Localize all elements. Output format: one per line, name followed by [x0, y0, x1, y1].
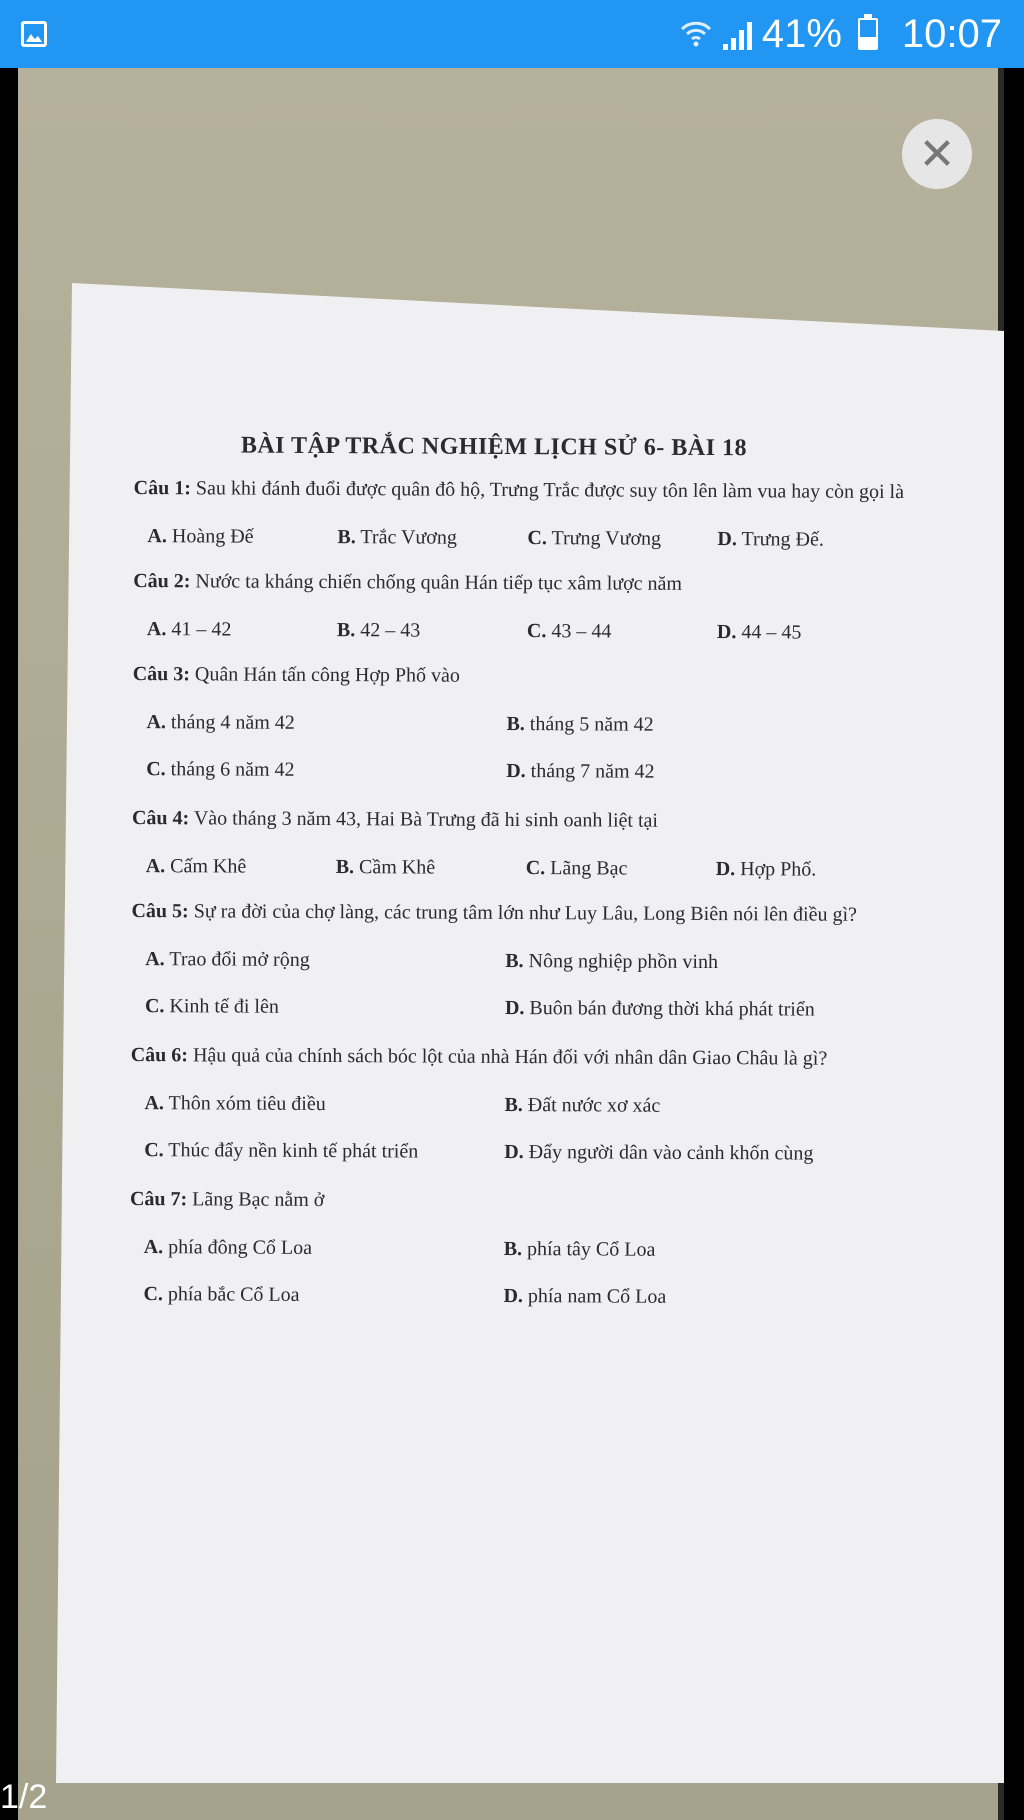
- option-letter: D.: [717, 528, 737, 551]
- answer-option: [337, 619, 527, 643]
- answer-option: [506, 760, 906, 785]
- question-text: [131, 896, 931, 930]
- option-text: tháng 6 năm 42: [165, 758, 295, 781]
- answer-option: [527, 527, 717, 551]
- answer-option: [337, 526, 527, 550]
- answer-option: [145, 948, 505, 973]
- answer-option: [504, 1238, 904, 1263]
- option-letter: A.: [147, 525, 167, 548]
- option-text: tháng 4 năm 42: [165, 711, 295, 734]
- answer-option: [336, 856, 526, 880]
- close-icon: ✕: [918, 128, 956, 180]
- battery-percentage: 41%: [761, 11, 842, 56]
- answer-option: [146, 855, 336, 879]
- question-block: [132, 803, 932, 882]
- option-letter: A.: [143, 1236, 164, 1259]
- answer-option: [503, 1285, 903, 1310]
- option-text: Đất nước xơ xác: [522, 1094, 661, 1117]
- question-block: [133, 566, 933, 645]
- question-number: Câu 3:: [132, 662, 191, 686]
- option-letter: D.: [715, 858, 736, 881]
- option-letter: D.: [716, 621, 737, 644]
- question-number: Câu 4:: [131, 806, 190, 830]
- question-number: Câu 1:: [133, 476, 191, 500]
- answer-options: [146, 855, 932, 882]
- battery-icon: [858, 18, 878, 50]
- option-letter: A.: [144, 1092, 164, 1115]
- option-letter: C.: [146, 758, 166, 781]
- option-text: Trắc Vương: [355, 526, 457, 549]
- option-letter: D.: [504, 1140, 524, 1164]
- answer-options: [143, 1236, 929, 1310]
- question-body: Lãng Bạc nằm ở: [187, 1188, 325, 1212]
- answer-option: [145, 995, 505, 1020]
- answer-option: [146, 711, 506, 736]
- option-letter: C.: [525, 857, 546, 880]
- option-letter: C.: [144, 1139, 164, 1162]
- answer-options: [146, 711, 932, 785]
- close-button[interactable]: [902, 119, 972, 189]
- option-text: Hợp Phố.: [735, 858, 817, 881]
- option-text: Đẩy người dân vào cảnh khốn cùng: [523, 1141, 814, 1165]
- option-letter: B.: [503, 1237, 523, 1261]
- answer-options: [147, 618, 933, 645]
- question-body: Hậu quả của chính sách bóc lột của nhà Hán đối với nhân dân Giao Châu là gì?: [187, 1044, 828, 1070]
- option-text: 42 – 43: [355, 619, 421, 642]
- question-body: Sự ra đời của chợ làng, các trung tâm lớn như Luy Lâu, Long Biên nói lên điều gì?: [188, 900, 858, 926]
- question-block: [131, 896, 932, 1022]
- answer-option: [504, 1141, 904, 1166]
- option-text: Trưng Vương: [546, 527, 662, 550]
- option-text: 44 – 45: [736, 621, 802, 644]
- clock: 10:07: [901, 11, 1002, 56]
- question-number: Câu 6:: [130, 1043, 189, 1067]
- option-text: Thôn xóm tiêu điều: [163, 1092, 326, 1116]
- option-letter: B.: [505, 949, 524, 973]
- option-letter: C.: [527, 527, 547, 550]
- question-block: [133, 473, 933, 552]
- answer-option: [505, 950, 905, 975]
- answer-options: [145, 948, 931, 1022]
- answer-option: [147, 618, 337, 642]
- page-indicator: 1/2: [0, 1778, 48, 1816]
- worksheet-title: BÀI TẬP TRẮC NGHIỆM LỊCH SỬ 6- BÀI 18: [240, 432, 748, 462]
- answer-option: [144, 1092, 504, 1117]
- option-letter: C.: [144, 995, 165, 1018]
- answer-option: [144, 1139, 504, 1164]
- wifi-icon: [679, 17, 713, 51]
- question-text: [132, 803, 932, 837]
- option-text: Trưng Đế.: [736, 528, 824, 551]
- option-text: Lãng Bạc: [545, 857, 628, 880]
- question-body: Quân Hán tấn công Hợp Phố vào: [189, 663, 461, 687]
- answer-option: [716, 858, 906, 882]
- option-text: Trao đổi mở rộng: [164, 948, 310, 971]
- question-text: [133, 566, 933, 600]
- option-text: Kinh tế đi lên: [164, 995, 279, 1018]
- question-body: Vào tháng 3 năm 43, Hai Bà Trưng đã hi sinh oanh liệt tại: [189, 807, 659, 832]
- worksheet: [129, 432, 934, 1332]
- option-text: Cấm Khê: [165, 855, 247, 878]
- option-letter: B.: [335, 856, 355, 879]
- answer-option: [144, 1236, 504, 1261]
- option-text: 41 – 42: [166, 618, 232, 641]
- option-text: 43 – 44: [546, 620, 612, 643]
- question-body: Nước ta kháng chiến chống quân Hán tiếp tục xâm lược năm: [190, 570, 683, 595]
- question-text: [133, 659, 933, 693]
- option-letter: B.: [337, 526, 356, 549]
- answer-option: [147, 525, 337, 549]
- question-block: [129, 1184, 930, 1310]
- answer-option: [717, 621, 907, 645]
- option-text: Hoàng Đế: [166, 525, 254, 548]
- option-text: tháng 5 năm 42: [524, 713, 654, 736]
- question-list: [129, 473, 933, 1310]
- option-letter: B.: [504, 1093, 523, 1117]
- answer-option: [717, 528, 907, 552]
- option-letter: B.: [336, 619, 356, 642]
- question-number: Câu 5:: [131, 899, 189, 923]
- option-letter: D.: [504, 996, 525, 1020]
- answer-option: [146, 758, 506, 783]
- option-letter: D.: [506, 759, 526, 783]
- question-text: [130, 1184, 930, 1218]
- answer-option: [505, 997, 905, 1022]
- option-letter: A.: [146, 711, 166, 734]
- option-text: Buôn bán đương thời khá phát triển: [524, 997, 815, 1021]
- status-bar-right: [679, 0, 1002, 68]
- option-text: Thúc đẩy nền kinh tế phát triển: [163, 1139, 419, 1163]
- question-body: Sau khi đánh đuổi được quân đô hộ, Trưng Trắc được suy tôn lên làm vua hay còn gọi là: [190, 477, 905, 504]
- status-bar: [0, 0, 1024, 68]
- option-letter: A.: [146, 618, 167, 641]
- option-letter: D.: [503, 1284, 523, 1308]
- answer-option: [504, 1094, 904, 1119]
- option-text: phía nam Cổ Loa: [522, 1285, 667, 1308]
- signal-strength-icon: [723, 18, 752, 50]
- gallery-notification-icon: [21, 21, 47, 47]
- answer-option: [526, 857, 716, 881]
- option-text: tháng 7 năm 42: [525, 760, 655, 783]
- question-text: [131, 1040, 931, 1074]
- option-letter: A.: [145, 948, 165, 971]
- option-text: phía đông Cổ Loa: [163, 1236, 313, 1259]
- answer-options: [147, 525, 933, 552]
- option-letter: C.: [526, 620, 547, 643]
- answer-option: [527, 620, 717, 644]
- answer-options: [144, 1092, 930, 1166]
- question-number: Câu 2:: [133, 569, 191, 593]
- option-letter: A.: [145, 855, 166, 878]
- option-text: Nông nghiệp phồn vinh: [523, 950, 719, 974]
- answer-option: [506, 713, 906, 738]
- option-text: Cầm Khê: [354, 856, 436, 879]
- option-letter: C.: [143, 1283, 163, 1306]
- answer-option: [143, 1283, 503, 1308]
- option-text: phía bắc Cổ Loa: [162, 1283, 300, 1306]
- question-text: [134, 473, 934, 507]
- option-letter: B.: [506, 712, 525, 736]
- question-number: Câu 7:: [129, 1187, 188, 1211]
- question-block: [130, 1040, 931, 1166]
- option-text: phía tây Cổ Loa: [522, 1238, 656, 1261]
- question-block: [132, 659, 933, 785]
